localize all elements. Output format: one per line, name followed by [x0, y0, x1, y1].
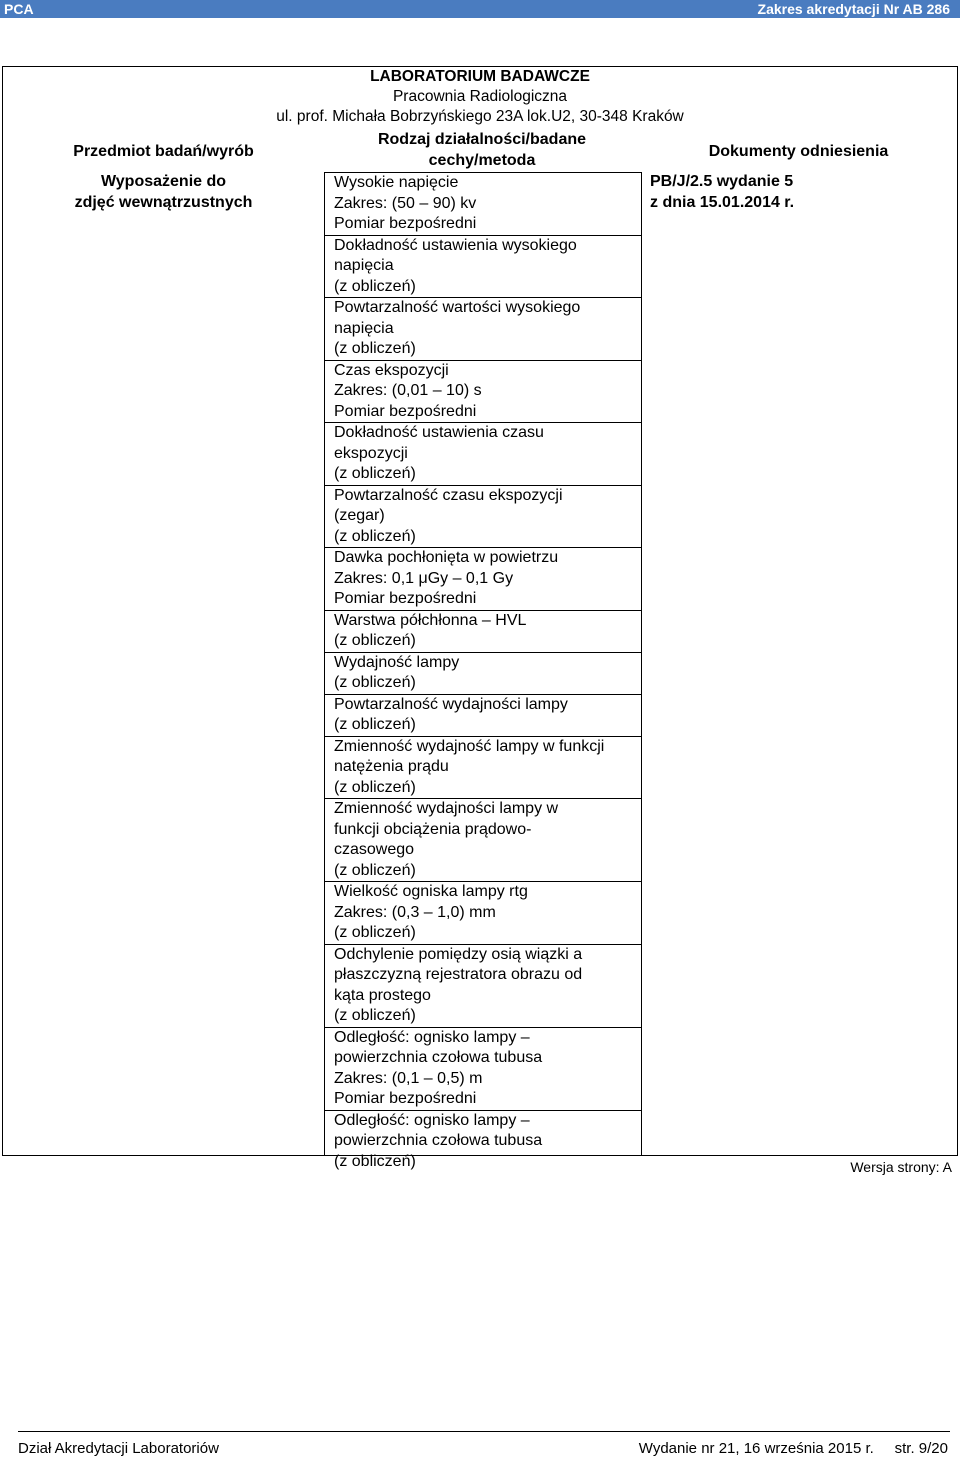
activity-entry-line: (z obliczeń): [334, 277, 416, 295]
activity-entry-line: (z obliczeń): [334, 778, 416, 796]
activity-entry-line: (z obliczeń): [334, 340, 416, 357]
activity-entry-line: Pomiar bezpośredni: [334, 215, 477, 232]
activity-entry-line: Odchylenie pomiędzy osią wiązki a: [334, 945, 583, 963]
activity-entry-line: Odległość: ognisko lampy –: [334, 1028, 530, 1046]
documents-line1: PB/J/2.5 wydanie 5: [650, 173, 794, 190]
activity-entry-line: Warstwa półchłonna – HVL: [334, 611, 527, 629]
subject-cell: [3, 171, 324, 213]
activity-entry-line: napięcia: [334, 257, 394, 274]
lab-name: LABORATORIUM BADAWCZE: [370, 68, 590, 85]
activity-entry-line: natężenia prądu: [334, 758, 449, 775]
activity-entry-line: (z obliczeń): [334, 1152, 416, 1170]
activity-entry-line: Zakres: (50 – 90) kv: [334, 194, 477, 212]
activity-entry-line: Powtarzalność czasu ekspozycji: [334, 486, 563, 504]
activity-entry-line: Wielkość ogniska lampy rtg: [334, 883, 528, 900]
activity-entry-line: Odległość: ognisko lampy –: [334, 1111, 530, 1129]
activity-entry: [325, 1111, 641, 1173]
activity-entry-line: napięcia: [334, 319, 394, 337]
lab-unit: Pracownia Radiologiczna: [392, 88, 568, 105]
activity-entry: [325, 653, 641, 695]
activity-entry-line: powierzchnia czołowa tubusa: [334, 1132, 543, 1149]
activity-entry-line: płaszczyzną rejestratora obrazu od: [334, 966, 583, 983]
activity-entry-line: (z obliczeń): [334, 632, 416, 649]
activity-entry: [325, 799, 641, 882]
activity-entry: [325, 945, 641, 1028]
activity-entry-line: (z obliczeń): [334, 674, 416, 691]
activity-entry-line: Dokładność ustawienia wysokiego: [334, 236, 577, 254]
page-header-bar: [0, 0, 960, 18]
footer-divider: [18, 1431, 950, 1432]
subject-line2: zdjęć wewnątrzustnych: [74, 194, 253, 211]
activity-entry-line: funkcji obciążenia prądowo-: [334, 820, 532, 838]
activity-entry-line: Wysokie napięcie: [334, 174, 459, 191]
column-header-subject: Przedmiot badań/wyrób: [73, 143, 254, 160]
header-title: Zakres akredytacji Nr AB 286: [757, 1, 950, 17]
activity-entry-line: Dawka pochłonięta w powietrzu: [334, 549, 559, 566]
activity-entry: [325, 173, 641, 236]
activity-entry: [325, 423, 641, 486]
activity-entry-line: Wydajność lampy: [334, 653, 460, 671]
activity-entry-line: (zegar): [334, 507, 385, 524]
documents-cell: [650, 171, 950, 213]
activity-entry-line: czasowego: [334, 841, 415, 858]
footer-department: Dział Akredytacji Laboratoriów: [18, 1440, 219, 1457]
activity-entry-line: Zmienność wydajności lampy w: [334, 800, 559, 817]
activity-entry-line: Pomiar bezpośredni: [334, 402, 477, 420]
activity-entry-line: Czas ekspozycji: [334, 361, 449, 379]
activity-entry-line: Zakres: (0,01 – 10) s: [334, 382, 482, 399]
activity-entry-line: Powtarzalność wartości wysokiego: [334, 299, 581, 316]
lab-address: ul. prof. Michała Bobrzyńskiego 23A lok.U2, 30-348 Kraków: [276, 108, 684, 125]
activity-entry-line: Powtarzalność wydajności lampy: [334, 695, 568, 713]
activity-entry: [325, 695, 641, 737]
activity-entry: [325, 882, 641, 945]
activity-entry-line: Zmienność wydajność lampy w funkcji: [334, 737, 605, 755]
activity-entry-line: powierzchnia czołowa tubusa: [334, 1049, 543, 1066]
activity-entry-line: (z obliczeń): [334, 465, 416, 482]
activity-entry-line: Zakres: (0,1 – 0,5) m: [334, 1069, 483, 1087]
column-header-activity-line2: cechy/metoda: [428, 152, 536, 169]
activity-entry-line: kąta prostego: [334, 986, 431, 1004]
header-org: PCA: [4, 1, 34, 17]
documents-line2: z dnia 15.01.2014 r.: [650, 194, 795, 211]
activity-entry-line: Pomiar bezpośredni: [334, 590, 477, 607]
activity-list: [324, 172, 642, 1170]
activity-entry: [325, 548, 641, 611]
activity-entry-line: Pomiar bezpośredni: [334, 1090, 477, 1107]
column-header-activity: [324, 129, 640, 171]
activity-entry-line: (z obliczeń): [334, 1007, 416, 1024]
lab-header: [3, 67, 957, 127]
activity-entry: [325, 361, 641, 424]
activity-entry-line: (z obliczeń): [334, 861, 416, 879]
activity-entry: [325, 1028, 641, 1111]
activity-entry: [325, 298, 641, 361]
subject-line1: Wyposażenie do: [100, 173, 227, 190]
activity-entry-line: (z obliczeń): [334, 716, 416, 733]
activity-entry: [325, 611, 641, 653]
column-header-documents: Dokumenty odniesienia: [708, 143, 889, 160]
activity-entry: [325, 737, 641, 800]
activity-entry: [325, 486, 641, 549]
activity-entry-line: Zakres: (0,3 – 1,0) mm: [334, 903, 496, 921]
activity-entry-line: (z obliczeń): [334, 924, 416, 941]
activity-entry-line: (z obliczeń): [334, 527, 416, 545]
activity-entry-line: Zakres: 0,1 μGy – 0,1 Gy: [334, 569, 514, 587]
footer-edition: Wydanie nr 21, 16 września 2015 r. str. 9/20: [638, 1440, 948, 1457]
column-header-activity-line1: Rodzaj działalności/badane: [377, 131, 587, 148]
page-version: Wersja strony: A: [850, 1159, 952, 1175]
activity-entry-line: ekspozycji: [334, 444, 408, 462]
activity-entry: [325, 236, 641, 299]
activity-entry-line: Dokładność ustawienia czasu: [334, 424, 544, 441]
